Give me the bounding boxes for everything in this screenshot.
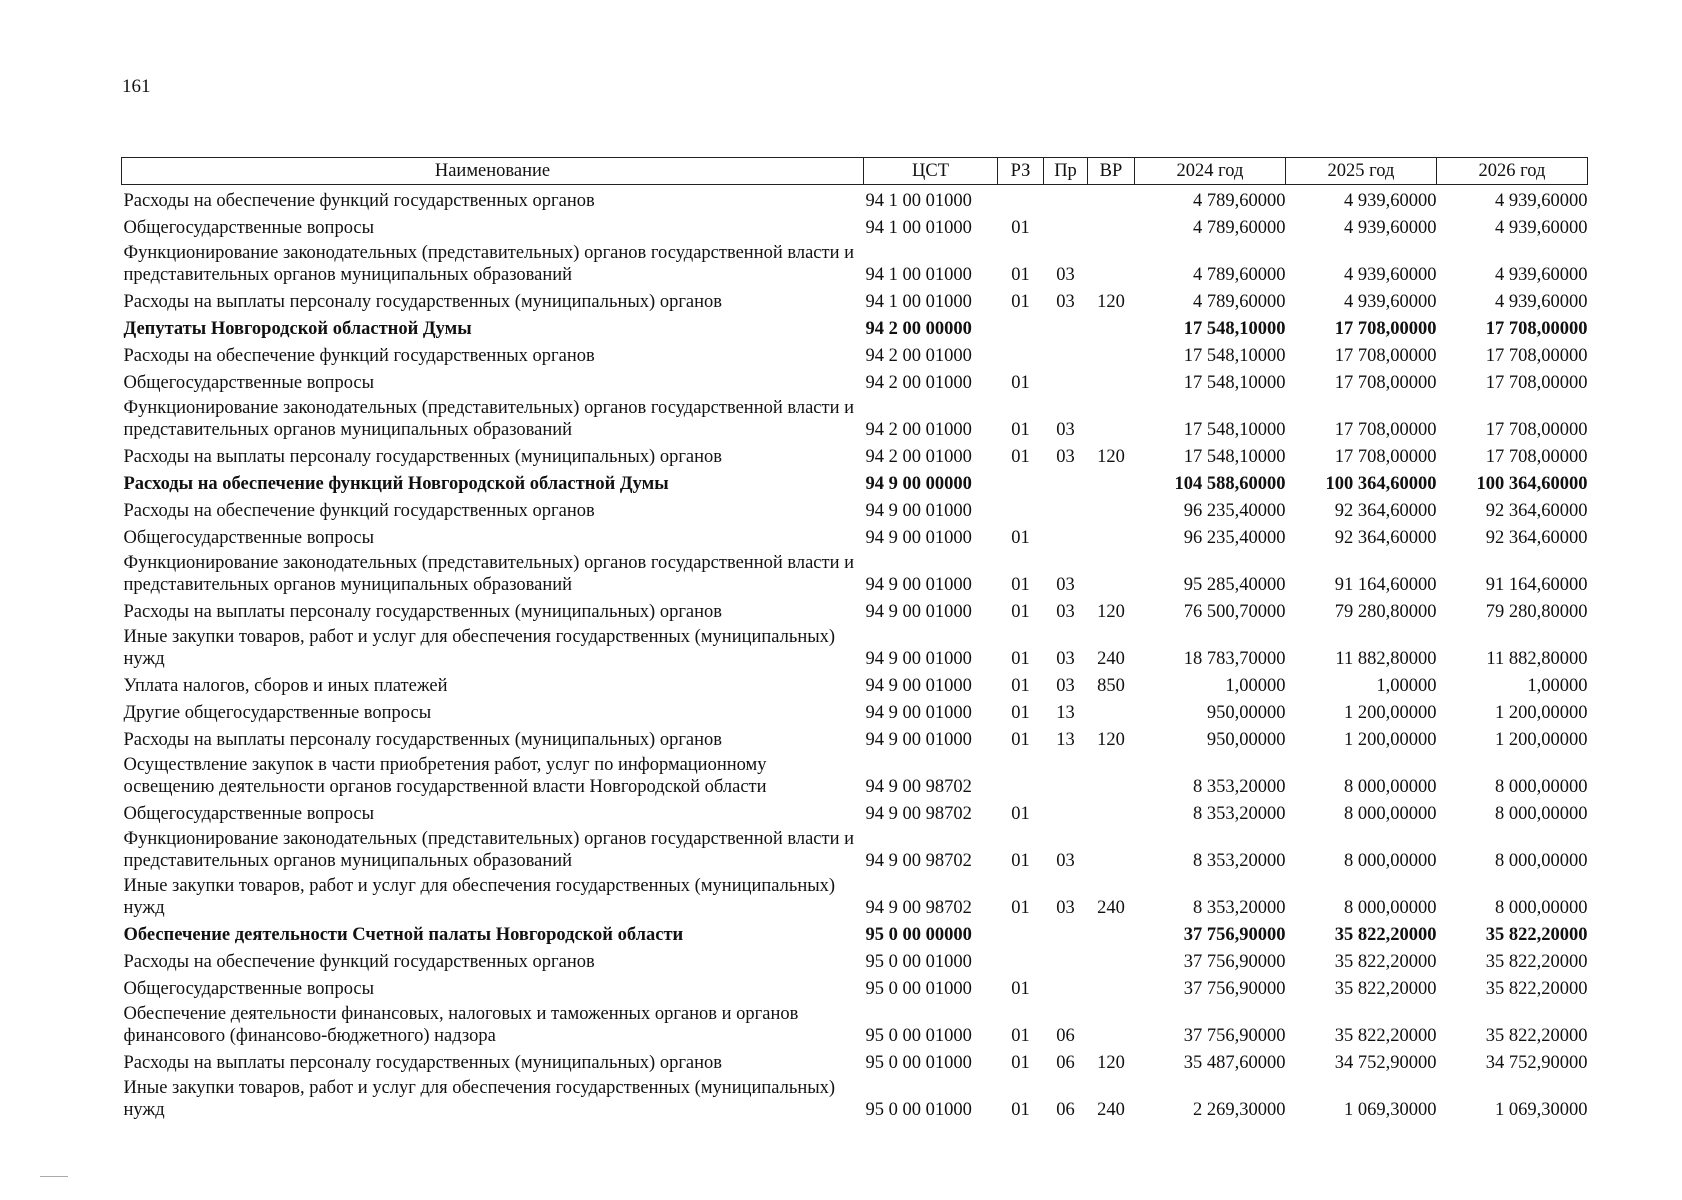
table-row [122, 495, 1588, 522]
row-rz: 01 [1011, 528, 1030, 548]
row-value-2025: 35 822,20000 [1334, 952, 1437, 972]
row-value-2024: 96 235,40000 [1183, 528, 1286, 548]
row-value-2026: 17 708,00000 [1485, 420, 1588, 440]
row-name: Функционирование законодательных (представительных) органов государственной власти и представительных органов муниципальных образований [123, 553, 855, 595]
row-value-2025: 1 200,00000 [1344, 703, 1437, 723]
row-cst: 94 9 00 98702 [865, 804, 972, 824]
row-value-2024: 8 353,20000 [1193, 804, 1286, 824]
row-value-2024: 17 548,10000 [1183, 346, 1286, 366]
row-value-2025: 8 000,00000 [1344, 898, 1437, 918]
row-value-2025: 4 939,60000 [1344, 265, 1437, 285]
row-value-2024: 4 789,60000 [1193, 191, 1286, 211]
table-row [122, 798, 1588, 825]
row-name: Расходы на выплаты персоналу государственных (муниципальных) органов [123, 602, 723, 622]
table-row [122, 670, 1588, 697]
row-name: Расходы на выплаты персоналу государственных (муниципальных) органов [123, 447, 723, 467]
row-value-2026: 92 364,60000 [1485, 528, 1588, 548]
row-name: Общегосударственные вопросы [123, 528, 375, 548]
header-cst: ЦСТ [864, 158, 998, 185]
row-name: Функционирование законодательных (представительных) органов государственной власти и представительных органов муниципальных образований [123, 829, 855, 871]
row-cst: 94 9 00 00000 [865, 474, 972, 494]
row-rz [998, 313, 1044, 340]
row-vr [1088, 697, 1135, 724]
row-value-2026: 1 200,00000 [1495, 730, 1588, 750]
row-name: Иные закупки товаров, работ и услуг для обеспечения государственных (муниципальных) нужд [123, 627, 836, 669]
row-value-2024: 8 353,20000 [1193, 777, 1286, 797]
row-name: Осуществление закупок в части приобретения работ, услуг по информационному освещению деятельности органов государственной власти Новгородской области [123, 755, 767, 797]
row-name: Расходы на обеспечение функций государственных органов [123, 952, 595, 972]
header-pr: Пр [1044, 158, 1088, 185]
table-row [122, 549, 1588, 596]
table-row [122, 973, 1588, 1000]
row-name: Общегосударственные вопросы [123, 979, 375, 999]
row-vr [1088, 522, 1135, 549]
row-value-2024: 17 548,10000 [1183, 319, 1286, 339]
table-row [122, 394, 1588, 441]
row-value-2026: 8 000,00000 [1495, 898, 1588, 918]
row-name: Иные закупки товаров, работ и услуг для обеспечения государственных (муниципальных) нужд [123, 876, 836, 918]
row-pr [1044, 185, 1088, 213]
row-value-2025: 1 200,00000 [1344, 730, 1437, 750]
table-row [122, 724, 1588, 751]
row-name: Расходы на обеспечение функций государственных органов [123, 191, 595, 211]
row-cst: 94 9 00 01000 [865, 528, 972, 548]
table-row [122, 239, 1588, 286]
row-cst: 94 9 00 98702 [865, 898, 972, 918]
row-rz: 01 [1011, 898, 1030, 918]
row-name: Расходы на обеспечение функций Новгородской областной Думы [123, 474, 669, 494]
row-value-2026: 8 000,00000 [1495, 851, 1588, 871]
table-row [122, 697, 1588, 724]
row-name: Функционирование законодательных (представительных) органов государственной власти и представительных органов муниципальных образований [123, 398, 855, 440]
row-cst: 94 2 00 01000 [865, 373, 972, 393]
row-value-2026: 4 939,60000 [1495, 191, 1588, 211]
row-value-2026: 4 939,60000 [1495, 292, 1588, 312]
row-vr [1088, 394, 1135, 441]
header-rz: РЗ [998, 158, 1044, 185]
row-rz [998, 340, 1044, 367]
row-rz: 01 [1011, 218, 1030, 238]
row-cst: 95 0 00 01000 [865, 1100, 972, 1120]
row-vr: 120 [1097, 292, 1125, 312]
table-row [122, 212, 1588, 239]
row-pr [1044, 751, 1088, 798]
row-rz: 01 [1011, 804, 1030, 824]
row-rz: 01 [1011, 851, 1030, 871]
row-cst: 94 9 00 01000 [865, 730, 972, 750]
row-value-2025: 8 000,00000 [1344, 777, 1437, 797]
row-rz: 01 [1011, 447, 1030, 467]
table-row [122, 623, 1588, 670]
table-row [122, 441, 1588, 468]
row-value-2025: 17 708,00000 [1334, 373, 1437, 393]
table-row [122, 1047, 1588, 1074]
row-value-2025: 92 364,60000 [1334, 528, 1437, 548]
row-value-2024: 8 353,20000 [1193, 898, 1286, 918]
row-value-2024: 950,00000 [1206, 730, 1286, 750]
row-value-2025: 4 939,60000 [1344, 292, 1437, 312]
table-row [122, 286, 1588, 313]
row-value-2025: 8 000,00000 [1344, 851, 1437, 871]
row-vr [1088, 313, 1135, 340]
row-value-2026: 79 280,80000 [1485, 602, 1588, 622]
header-2025: 2025 год [1286, 158, 1437, 185]
row-rz: 01 [1011, 575, 1030, 595]
row-name: Общегосударственные вопросы [123, 804, 375, 824]
row-pr: 03 [1056, 265, 1075, 285]
row-value-2026: 91 164,60000 [1485, 575, 1588, 595]
row-vr [1088, 825, 1135, 872]
budget-table [121, 157, 1588, 1121]
row-pr: 03 [1056, 676, 1075, 696]
row-pr: 06 [1056, 1053, 1075, 1073]
table-header [122, 158, 1588, 185]
row-pr: 03 [1056, 898, 1075, 918]
row-pr [1044, 495, 1088, 522]
row-vr: 120 [1097, 730, 1125, 750]
row-value-2026: 4 939,60000 [1495, 265, 1588, 285]
row-value-2026: 35 822,20000 [1485, 979, 1588, 999]
row-value-2024: 8 353,20000 [1193, 851, 1286, 871]
row-value-2024: 4 789,60000 [1193, 265, 1286, 285]
row-cst: 95 0 00 00000 [865, 925, 972, 945]
row-value-2024: 17 548,10000 [1183, 420, 1286, 440]
row-value-2026: 35 822,20000 [1485, 925, 1588, 945]
row-value-2024: 17 548,10000 [1183, 447, 1286, 467]
table-row [122, 185, 1588, 213]
row-cst: 94 9 00 01000 [865, 703, 972, 723]
table-row [122, 1000, 1588, 1047]
row-vr [1088, 973, 1135, 1000]
row-rz [998, 751, 1044, 798]
row-pr: 06 [1056, 1026, 1075, 1046]
row-vr [1088, 185, 1135, 213]
row-cst: 94 9 00 01000 [865, 575, 972, 595]
row-value-2025: 8 000,00000 [1344, 804, 1437, 824]
row-name: Общегосударственные вопросы [123, 218, 375, 238]
row-pr [1044, 798, 1088, 825]
row-pr [1044, 313, 1088, 340]
row-cst: 95 0 00 01000 [865, 979, 972, 999]
row-name: Расходы на выплаты персоналу государственных (муниципальных) органов [123, 1053, 723, 1073]
row-value-2024: 95 285,40000 [1183, 575, 1286, 595]
row-value-2024: 37 756,90000 [1183, 1026, 1286, 1046]
row-vr [1088, 798, 1135, 825]
row-value-2026: 17 708,00000 [1485, 346, 1588, 366]
row-cst: 94 2 00 00000 [865, 319, 972, 339]
row-vr [1088, 212, 1135, 239]
row-value-2024: 104 588,60000 [1174, 474, 1286, 494]
table-row [122, 751, 1588, 798]
row-name: Обеспечение деятельности Счетной палаты Новгородской области [123, 925, 684, 945]
table-body [122, 185, 1588, 1122]
row-cst: 94 9 00 98702 [865, 777, 972, 797]
row-value-2025: 92 364,60000 [1334, 501, 1437, 521]
row-vr: 120 [1097, 1053, 1125, 1073]
row-cst: 94 9 00 01000 [865, 649, 972, 669]
row-value-2025: 100 364,60000 [1325, 474, 1437, 494]
row-name: Расходы на обеспечение функций государственных органов [123, 501, 595, 521]
row-rz: 01 [1011, 420, 1030, 440]
row-value-2024: 4 789,60000 [1193, 292, 1286, 312]
table-row [122, 1074, 1588, 1121]
row-rz: 01 [1011, 1100, 1030, 1120]
table-row [122, 919, 1588, 946]
row-pr: 03 [1056, 292, 1075, 312]
table-row [122, 468, 1588, 495]
row-vr: 240 [1097, 649, 1125, 669]
table-row [122, 872, 1588, 919]
row-pr: 06 [1056, 1100, 1075, 1120]
row-cst: 94 1 00 01000 [865, 265, 972, 285]
row-vr [1088, 549, 1135, 596]
row-value-2025: 4 939,60000 [1344, 191, 1437, 211]
row-value-2025: 35 822,20000 [1334, 1026, 1437, 1046]
row-value-2024: 37 756,90000 [1183, 952, 1286, 972]
row-cst: 94 9 00 01000 [865, 602, 972, 622]
row-rz: 01 [1011, 373, 1030, 393]
row-pr: 03 [1056, 575, 1075, 595]
row-pr: 03 [1056, 649, 1075, 669]
table-row [122, 825, 1588, 872]
row-value-2024: 18 783,70000 [1183, 649, 1286, 669]
row-pr: 03 [1056, 447, 1075, 467]
row-pr: 03 [1056, 602, 1075, 622]
row-value-2024: 4 789,60000 [1193, 218, 1286, 238]
row-value-2025: 17 708,00000 [1334, 319, 1437, 339]
row-pr [1044, 522, 1088, 549]
row-cst: 94 1 00 01000 [865, 218, 972, 238]
row-value-2024: 76 500,70000 [1183, 602, 1286, 622]
row-name: Расходы на обеспечение функций государственных органов [123, 346, 595, 366]
row-name: Общегосударственные вопросы [123, 373, 375, 393]
row-cst: 95 0 00 01000 [865, 1026, 972, 1046]
row-value-2026: 1 200,00000 [1495, 703, 1588, 723]
row-cst: 94 2 00 01000 [865, 346, 972, 366]
table-row [122, 367, 1588, 394]
row-vr: 240 [1097, 1100, 1125, 1120]
row-value-2025: 79 280,80000 [1334, 602, 1437, 622]
table-row [122, 313, 1588, 340]
row-value-2025: 17 708,00000 [1334, 447, 1437, 467]
row-name: Функционирование законодательных (представительных) органов государственной власти и представительных органов муниципальных образований [123, 243, 855, 285]
row-value-2025: 17 708,00000 [1334, 346, 1437, 366]
row-rz: 01 [1011, 730, 1030, 750]
row-value-2026: 4 939,60000 [1495, 218, 1588, 238]
row-rz: 01 [1011, 265, 1030, 285]
row-vr [1088, 946, 1135, 973]
row-value-2024: 37 756,90000 [1183, 979, 1286, 999]
row-value-2026: 8 000,00000 [1495, 804, 1588, 824]
row-value-2026: 17 708,00000 [1485, 373, 1588, 393]
row-value-2024: 2 269,30000 [1193, 1100, 1286, 1120]
row-value-2024: 950,00000 [1206, 703, 1286, 723]
table-row [122, 946, 1588, 973]
row-cst: 94 1 00 01000 [865, 191, 972, 211]
row-value-2026: 34 752,90000 [1485, 1053, 1588, 1073]
row-pr: 13 [1056, 703, 1075, 723]
row-value-2026: 35 822,20000 [1485, 952, 1588, 972]
row-value-2026: 92 364,60000 [1485, 501, 1588, 521]
row-value-2024: 35 487,60000 [1183, 1053, 1286, 1073]
row-pr [1044, 367, 1088, 394]
row-cst: 95 0 00 01000 [865, 952, 972, 972]
row-value-2026: 8 000,00000 [1495, 777, 1588, 797]
row-value-2025: 1 069,30000 [1344, 1100, 1437, 1120]
row-pr: 13 [1056, 730, 1075, 750]
row-name: Расходы на выплаты персоналу государственных (муниципальных) органов [123, 730, 723, 750]
header-name: Наименование [122, 158, 864, 185]
header-2026: 2026 год [1437, 158, 1588, 185]
row-rz: 01 [1011, 979, 1030, 999]
row-rz [998, 919, 1044, 946]
row-value-2025: 34 752,90000 [1334, 1053, 1437, 1073]
row-value-2025: 4 939,60000 [1344, 218, 1437, 238]
row-cst: 94 1 00 01000 [865, 292, 972, 312]
row-pr [1044, 919, 1088, 946]
row-pr: 03 [1056, 420, 1075, 440]
row-rz [998, 946, 1044, 973]
row-value-2024: 1,00000 [1225, 676, 1286, 696]
row-rz: 01 [1011, 676, 1030, 696]
row-value-2026: 11 882,80000 [1486, 649, 1588, 669]
row-pr [1044, 212, 1088, 239]
row-vr: 120 [1097, 447, 1125, 467]
row-value-2026: 100 364,60000 [1476, 474, 1588, 494]
row-vr [1088, 367, 1135, 394]
row-value-2026: 35 822,20000 [1485, 1026, 1588, 1046]
row-value-2026: 1,00000 [1527, 676, 1588, 696]
row-cst: 94 9 00 01000 [865, 501, 972, 521]
row-vr [1088, 239, 1135, 286]
row-vr [1088, 495, 1135, 522]
row-vr: 120 [1097, 602, 1125, 622]
row-rz: 01 [1011, 602, 1030, 622]
row-pr [1044, 946, 1088, 973]
row-value-2025: 35 822,20000 [1334, 979, 1437, 999]
row-cst: 95 0 00 01000 [865, 1053, 972, 1073]
row-pr [1044, 973, 1088, 1000]
row-rz: 01 [1011, 292, 1030, 312]
row-vr [1088, 1000, 1135, 1047]
row-value-2024: 96 235,40000 [1183, 501, 1286, 521]
page-number: 161 [122, 76, 151, 97]
row-rz: 01 [1011, 1053, 1030, 1073]
row-cst: 94 2 00 01000 [865, 447, 972, 467]
row-cst: 94 2 00 01000 [865, 420, 972, 440]
row-name: Другие общегосударственные вопросы [123, 703, 432, 723]
row-vr [1088, 468, 1135, 495]
row-value-2025: 1,00000 [1376, 676, 1437, 696]
row-name: Депутаты Новгородской областной Думы [123, 319, 472, 339]
row-cst: 94 9 00 98702 [865, 851, 972, 871]
row-name: Обеспечение деятельности финансовых, налоговых и таможенных органов и органов финансового (финансово-бюджетного) надзора [123, 1004, 799, 1046]
row-pr: 03 [1056, 851, 1075, 871]
row-rz [998, 495, 1044, 522]
row-name: Иные закупки товаров, работ и услуг для обеспечения государственных (муниципальных) нужд [123, 1078, 836, 1120]
row-value-2026: 1 069,30000 [1495, 1100, 1588, 1120]
row-pr [1044, 340, 1088, 367]
footer-mark [40, 1176, 68, 1177]
header-2024: 2024 год [1135, 158, 1286, 185]
row-vr [1088, 340, 1135, 367]
row-rz: 01 [1011, 649, 1030, 669]
row-value-2025: 17 708,00000 [1334, 420, 1437, 440]
row-value-2024: 37 756,90000 [1183, 925, 1286, 945]
row-value-2024: 17 548,10000 [1183, 373, 1286, 393]
row-vr: 850 [1097, 676, 1125, 696]
row-value-2025: 91 164,60000 [1334, 575, 1437, 595]
row-rz: 01 [1011, 1026, 1030, 1046]
row-vr [1088, 919, 1135, 946]
header-vr: ВР [1088, 158, 1135, 185]
row-vr [1088, 751, 1135, 798]
row-rz [998, 185, 1044, 213]
row-value-2025: 11 882,80000 [1335, 649, 1437, 669]
row-vr: 240 [1097, 898, 1125, 918]
row-rz [998, 468, 1044, 495]
table-row [122, 340, 1588, 367]
row-name: Расходы на выплаты персоналу государственных (муниципальных) органов [123, 292, 723, 312]
row-value-2026: 17 708,00000 [1485, 319, 1588, 339]
row-value-2025: 35 822,20000 [1334, 925, 1437, 945]
table-row [122, 596, 1588, 623]
row-rz: 01 [1011, 703, 1030, 723]
row-value-2026: 17 708,00000 [1485, 447, 1588, 467]
row-name: Уплата налогов, сборов и иных платежей [123, 676, 448, 696]
row-pr [1044, 468, 1088, 495]
row-cst: 94 9 00 01000 [865, 676, 972, 696]
table-row [122, 522, 1588, 549]
